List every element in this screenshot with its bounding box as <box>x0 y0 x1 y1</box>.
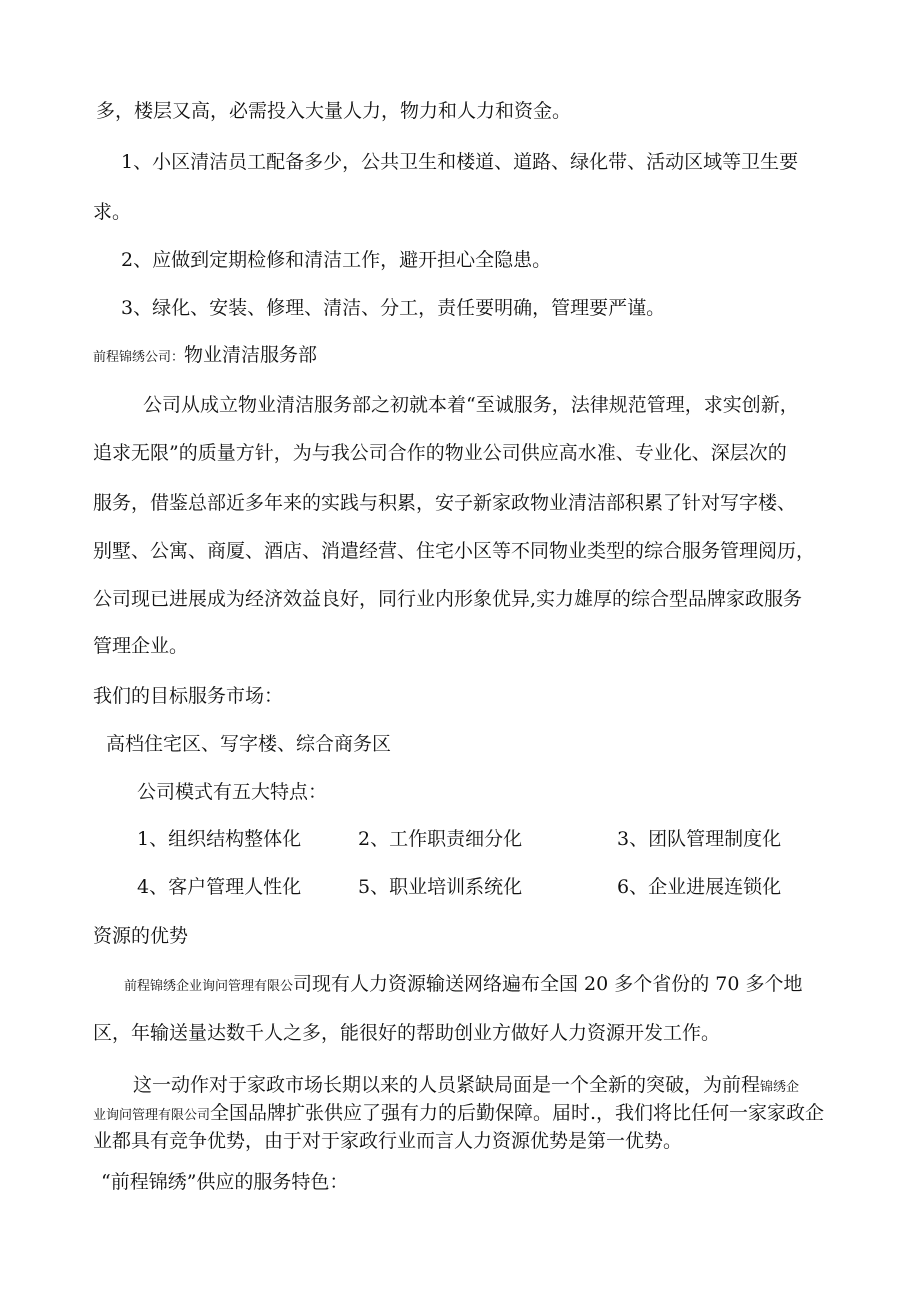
resources-p2-text: 全国品牌扩张供应了强有力的后勤保障。届时.，我们将比任何一家家政企 <box>210 1102 825 1124</box>
resources-paragraph-1-line-1 <box>124 972 803 999</box>
requirement-item-3: 3、绿化、安装、修理、清洁、分工，责任要明确，管理要严谨。 <box>121 297 666 319</box>
features-heading: 公司模式有五大特点： <box>137 781 328 803</box>
resources-p2-text: 这一动作对于家政市场长期以来的人员紧缺局面是一个全新的突破，为前程 <box>133 1074 761 1096</box>
resources-paragraph-1-line-2: 区，年输送量达数千人之多，能很好的帮助创业方做好人力资源开发工作。 <box>93 1022 721 1044</box>
resources-paragraph-2-line-3: 业都具有竞争优势，由于对于家政行业而言人力资源优势是第一优势。 <box>93 1130 683 1152</box>
feature-item: 6、企业进展连锁化 <box>617 876 782 898</box>
company-name-small: 业询问管理有限公司 <box>93 1108 211 1123</box>
department-heading <box>93 343 317 370</box>
company-name-small: 前程锦绣企业询问管理有限公 <box>124 979 294 994</box>
resources-paragraph-2-line-2 <box>93 1101 824 1128</box>
feature-item: 1、组织结构整体化 <box>137 828 302 850</box>
market-heading: 我们的目标服务市场： <box>93 685 284 707</box>
resources-paragraph-2-line-1 <box>133 1073 799 1100</box>
feature-item: 2、工作职责细分化 <box>358 828 523 850</box>
services-heading: “前程锦绣”供应的服务特色： <box>101 1171 349 1193</box>
company-prefix: 前程锦绣公司： <box>93 350 185 365</box>
requirement-item-2: 2、应做到定期检修和清洁工作，避开担心全隐患。 <box>121 249 552 271</box>
intro-line-6: 管理企业。 <box>93 635 189 657</box>
requirement-item-1-continued: 求。 <box>93 201 132 223</box>
feature-item: 3、团队管理制度化 <box>617 828 782 850</box>
intro-line-2: 追求无限”的质量方针，为与我公司合作的物业公司供应高水准、专业化、深层次的 <box>93 442 787 464</box>
intro-line-4: 别墅、公寓、商厦、酒店、消遣经营、住宅小区等不同物业类型的综合服务管理阅历， <box>93 540 816 562</box>
paragraph-top-line: 多，楼层又高，必需投入大量人力，物力和人力和资金。 <box>96 100 572 122</box>
intro-line-3: 服务，借鉴总部近多年来的实践与积累，安子新家政物业清洁部积累了针对写字楼、 <box>93 492 797 514</box>
intro-line-5: 公司现已进展成为经济效益良好，同行业内形象优异,实力雄厚的综合型品牌家政服务 <box>93 588 803 610</box>
resources-p1-text: 司现有人力资源输送网络遍布全国 20 多个省份的 70 多个地 <box>293 973 803 995</box>
feature-item: 5、职业培训系统化 <box>358 876 523 898</box>
requirement-item-1: 1、小区清洁员工配备多少，公共卫生和楼道、道路、绿化带、活动区域等卫生要 <box>121 151 799 173</box>
company-name-small: 锦绣企 <box>760 1080 800 1095</box>
intro-line-1: 公司从成立物业清洁服务部之初就本着“至诚服务，法律规范管理，求实创新， <box>143 394 799 416</box>
market-value: 高档住宅区、写字楼、综合商务区 <box>106 733 392 755</box>
department-title: 物业清洁服务部 <box>184 344 318 366</box>
resources-heading: 资源的优势 <box>93 925 189 947</box>
feature-item: 4、客户管理人性化 <box>137 876 302 898</box>
